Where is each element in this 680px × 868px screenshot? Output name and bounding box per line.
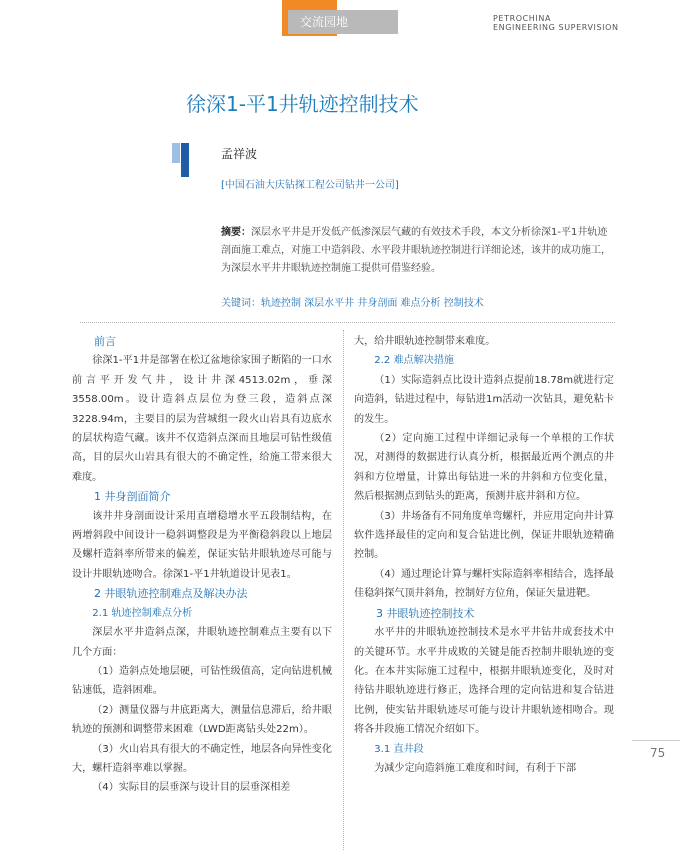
- paragraph: （3）井场备有不同角度单弯螺杆，并应用定向井计算软件选择最佳的定向和复合钻进比例，保证井眼轨迹精确控制。: [354, 510, 614, 561]
- paragraph: （2）测量仪器与井底距离大，测量信息滞后，给井眼轨迹的预测和调整带来困难（LWD距离钻头处22m）。: [72, 704, 332, 736]
- abstract-label: 摘要：: [221, 227, 251, 238]
- section-tab: 交流园地: [288, 10, 398, 34]
- journal-name: [493, 14, 619, 32]
- author-name: 孟祥波: [221, 147, 258, 161]
- section-heading: 1 井身剖面简介: [94, 490, 171, 504]
- divider-column: [343, 330, 344, 850]
- body-column-left: [72, 332, 332, 798]
- author-accent-dark: [181, 143, 189, 177]
- page-number: 75: [650, 746, 666, 760]
- section-heading: 2.2 难点解决措施: [374, 355, 455, 367]
- author-affiliation: [中国石油大庆钻探工程公司钻井一公司]: [221, 180, 399, 191]
- paragraph: （2）定向施工过程中详细记录每一个单根的工作状况，对测得的数据进行认真分析，根据最近两个测点的井斜和方位增量，计算出每钻进一米的井斜和方位变化量，然后根据测点到钻头的距离，预测井底井斜和方位。: [354, 433, 614, 503]
- section-heading: 2.1 轨迹控制难点分析: [92, 607, 193, 619]
- author-accent-light: [172, 143, 180, 163]
- paragraph: 水平井的井眼轨迹控制技术是水平井钻井成套技术中的关键环节。水平井成败的关键是能否控制井眼轨迹的变化。在本井实际施工过程中，根据井眼轨迹变化，及时对待钻井眼轨迹进行修正，选择合理的定向钻进和复合钻进比例，使实钻井眼轨迹尽可能与设计井眼轨迹相吻合。现将各井段施工情况介绍如下。: [354, 627, 614, 736]
- abstract: [221, 224, 617, 278]
- divider-horizontal: [80, 322, 615, 323]
- body-column-right: [354, 332, 614, 778]
- section-heading: 2 井眼轨迹控制难点及解决办法: [94, 587, 248, 601]
- page-number-rule: [632, 740, 680, 741]
- article-title: 徐深1-平1井轨迹控制技术: [186, 92, 419, 116]
- paragraph: （3）火山岩具有很大的不确定性，地层各向异性变化大，螺杆造斜率难以掌握。: [72, 743, 332, 774]
- section-heading: 3.1 直井段: [374, 743, 424, 755]
- paragraph: （4）实际目的层垂深与设计目的层垂深相差: [92, 782, 291, 794]
- paragraph: 大，给井眼轨迹控制带来难度。: [354, 336, 496, 347]
- journal-name-line2: ENGINEERING SUPERVISION: [493, 23, 619, 32]
- keywords: 关键词：轨迹控制 深层水平井 井身剖面 难点分析 控制技术: [221, 298, 484, 309]
- paragraph: 深层水平井造斜点深，井眼轨迹控制难点主要有以下几个方面：: [72, 627, 332, 658]
- paragraph: 为减少定向造斜施工难度和时间，有利于下部: [374, 762, 577, 774]
- section-heading: 3 井眼轨迹控制技术: [376, 606, 475, 620]
- paragraph: 徐深1-平1井是部署在松辽盆地徐家围子断陷的一口水前言平开发气井，设计井深4513.02m，垂深3558.00m。设计造斜点层位为登三段，造斜点深3228.94m，主要目的层为营城组一段火山岩具有边底水的层状构造气藏。该井不仅造斜点深而且地层可钻性级值高，目的层火山岩具有很大的不确定性，给施工带来很大难度。: [72, 355, 332, 483]
- paragraph: （1）实际造斜点比设计造斜点提前18.78m就进行定向造斜，钻进过程中，每钻进1m活动一次钻具，避免粘卡的发生。: [354, 374, 614, 425]
- paragraph: （1）造斜点处地层硬，可钻性级值高，定向钻进机械钻速低，造斜困难。: [72, 665, 332, 697]
- abstract-text: 深层水平井是开发低产低渗深层气藏的有效技术手段，本文分析徐深1-平1井轨迹剖面施工难点，对施工中造斜段、水平段井眼轨迹控制进行详细论述，该井的成功施工，为深层水平井井眼轨迹控制施工提供可借鉴经验。: [221, 227, 611, 274]
- paragraph: （4）通过理论计算与螺杆实际造斜率相结合，选择最佳稳斜探气顶井斜角，控制好方位角，保证矢量进靶。: [354, 568, 614, 600]
- journal-name-line1: PETROCHINA: [493, 14, 552, 23]
- section-heading: 前言: [94, 335, 116, 348]
- paragraph: 该井井身剖面设计采用直增稳增水平五段制结构，在两增斜段中间设计一稳斜调整段是为平衡稳斜段以上地层及螺杆造斜率所带来的偏差，保证实钻井眼轨迹尽可能与设计井眼轨迹吻合。徐深1-平1井轨道设计见表1。: [72, 510, 332, 580]
